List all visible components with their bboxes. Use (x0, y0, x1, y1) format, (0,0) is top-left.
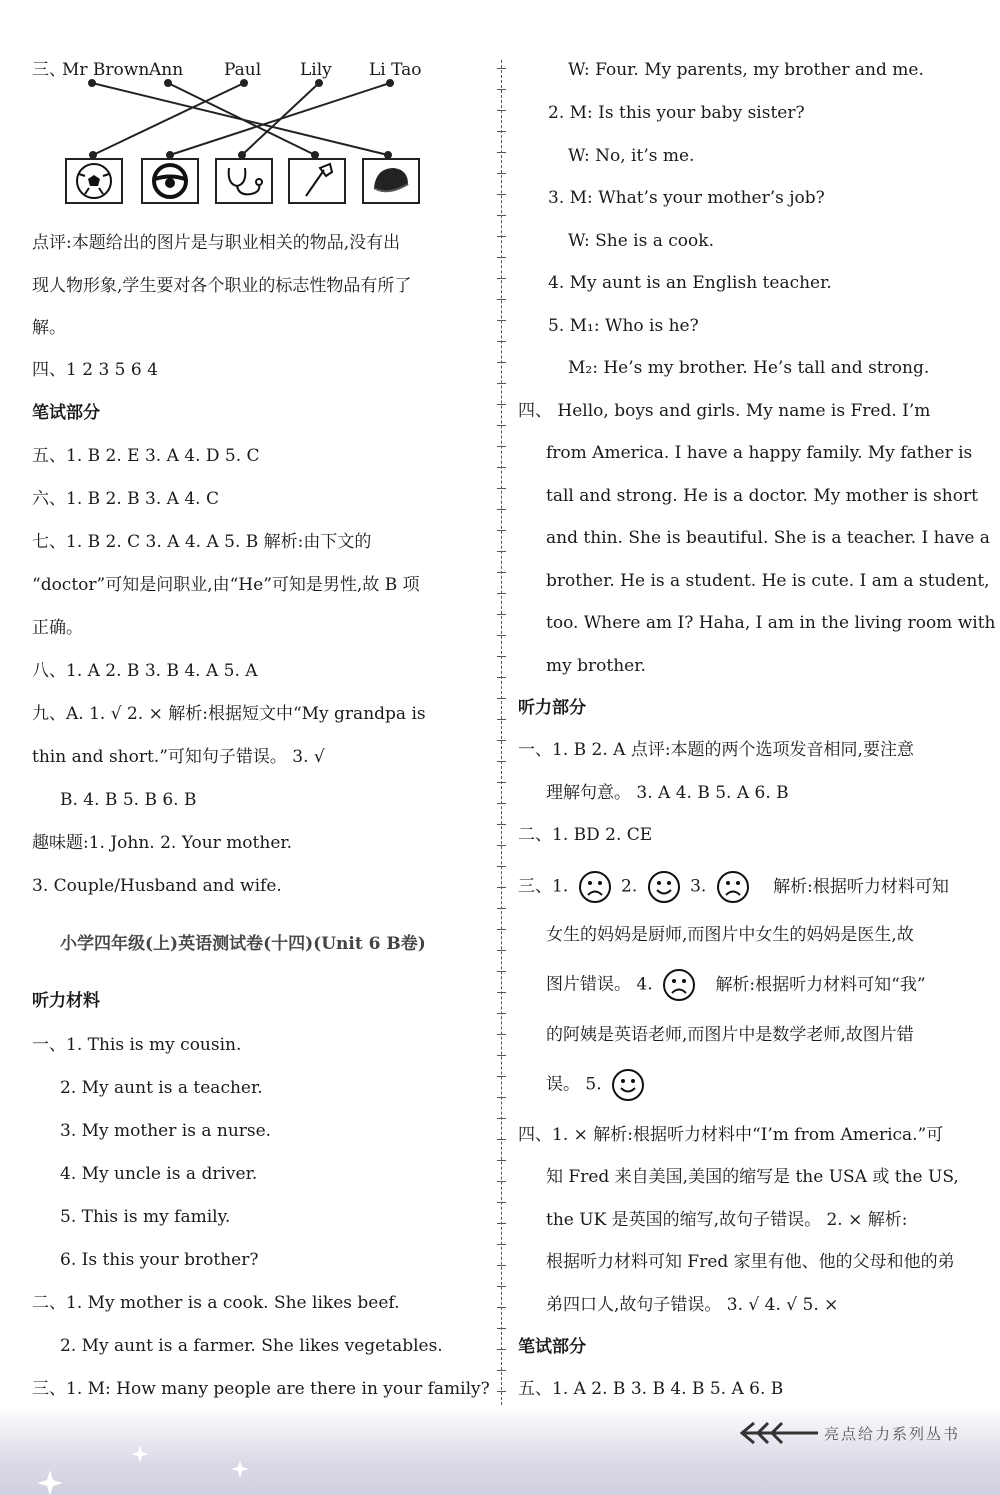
divider-tick (497, 278, 506, 279)
divider-tick (497, 194, 506, 195)
part3-line-1: 三、1. M: How many people are there in your family? (32, 1379, 490, 1399)
divider-tick (497, 152, 506, 153)
divider-tick (497, 68, 506, 69)
l3-line-4: 的阿姨是英语老师,而图片中是数学老师,故图片错 (546, 1025, 914, 1045)
divider-tick (497, 551, 506, 552)
part1-line-1: 一、1. This is my cousin. (32, 1035, 242, 1055)
divider-tick (497, 740, 506, 741)
sad-face-icon (716, 870, 750, 904)
divider-tick (497, 1370, 506, 1371)
l3-analysis-2: 解析:根据听力材料可知“我” (715, 974, 926, 995)
cap-icon (362, 158, 420, 204)
divider-tick (497, 887, 506, 888)
l3-line-1 (518, 870, 949, 904)
divider-tick (497, 1307, 506, 1308)
part1-line-3: 3. My mother is a nurse. (60, 1121, 272, 1141)
divider-tick (497, 656, 506, 657)
sec8-answers: 八、1. A 2. B 3. B 4. A 5. A (32, 661, 258, 681)
steering-wheel-icon (141, 158, 199, 204)
written-part-heading: 笔试部分 (32, 403, 100, 423)
divider-tick (497, 908, 506, 909)
dialog-line-4: 3. M: What’s your mother’s job? (548, 188, 825, 208)
divider-tick (497, 572, 506, 573)
sec5-answers: 五、1. B 2. E 3. A 4. D 5. C (32, 446, 260, 466)
fun-line-1: 趣味题:1. John. 2. Your mother. (32, 833, 293, 853)
divider-tick (497, 320, 506, 321)
passage-line-6: too. Where am I? Haha, I am in the living room with (546, 613, 996, 633)
divider-tick (497, 1160, 506, 1161)
l3-item-1-label: 三、1. (518, 876, 569, 897)
dialog-line-6: 4. My aunt is an English teacher. (548, 273, 832, 293)
comment-line-1: 点评:本题给出的图片是与职业相关的物品,没有出 (32, 233, 401, 253)
divider-tick (497, 1118, 506, 1119)
divider-tick (497, 1034, 506, 1035)
fun-line-2: 3. Couple/Husband and wife. (32, 876, 282, 896)
name-paul: Paul (224, 60, 262, 80)
l1-line-1: 一、1. B 2. A 点评:本题的两个选项发音相同,要注意 (518, 740, 914, 760)
shovel-icon (288, 158, 346, 204)
divider-tick (497, 1328, 506, 1329)
divider-tick (497, 530, 506, 531)
divider-tick (497, 446, 506, 447)
divider-tick (497, 866, 506, 867)
divider-tick (497, 383, 506, 384)
part2-line-2: 2. My aunt is a farmer. She likes vegetables. (60, 1336, 443, 1356)
name-lily: Lily (300, 60, 332, 80)
l3-analysis-1: 解析:根据听力材料可知 (773, 876, 949, 897)
l3-item-3-label: 3. (690, 876, 707, 897)
divider-tick (497, 1349, 506, 1350)
passage-line-4: and thin. She is beautiful. She is a teacher. I have a (546, 528, 990, 548)
divider-tick (497, 299, 506, 300)
part1-line-5: 5. This is my family. (60, 1207, 231, 1227)
name-li-tao: Li Tao (369, 60, 422, 80)
l5-answers: 五、1. A 2. B 3. B 4. B 5. A 6. B (518, 1379, 784, 1399)
divider-tick (497, 215, 506, 216)
sec7-line-3: 正确。 (32, 618, 83, 638)
l4-line-3: the UK 是英国的缩写,故句子错误。 2. × 解析: (546, 1210, 908, 1230)
l2-answers: 二、1. BD 2. CE (518, 825, 653, 845)
divider-tick (497, 992, 506, 993)
dialog-line-7: 5. M₁: Who is he? (548, 316, 699, 336)
sec9-line-2: thin and short.”可知句子错误。 3. √ (32, 747, 325, 767)
divider-tick (497, 1139, 506, 1140)
divider-tick (497, 509, 506, 510)
divider-tick (497, 1265, 506, 1266)
dialog-line-2: 2. M: Is this your baby sister? (548, 103, 805, 123)
divider-tick (497, 467, 506, 468)
divider-tick (497, 950, 506, 951)
divider-tick (497, 236, 506, 237)
passage-line-2: from America. I have a happy family. My father is (546, 443, 973, 463)
sec6-answers: 六、1. B 2. B 3. A 4. C (32, 489, 219, 509)
l4-line-1: 四、1. × 解析:根据听力材料中“I’m from America.”可 (518, 1125, 944, 1145)
part1-line-6: 6. Is this your brother? (60, 1250, 259, 1270)
happy-face-icon (611, 1068, 645, 1102)
divider-tick (497, 404, 506, 405)
divider-tick (497, 677, 506, 678)
divider-tick (497, 824, 506, 825)
stethoscope-icon (215, 158, 273, 204)
divider-tick (497, 1097, 506, 1098)
divider-tick (497, 803, 506, 804)
divider-tick (497, 614, 506, 615)
column-divider (501, 60, 502, 1405)
divider-tick (497, 110, 506, 111)
divider-tick (497, 971, 506, 972)
l3-item-5-label: 误。 5. (546, 1074, 602, 1095)
divider-tick (497, 1013, 506, 1014)
name-mr-brown: Mr Brown (62, 60, 150, 80)
divider-tick (497, 1286, 506, 1287)
l3-line-3 (546, 968, 926, 1002)
divider-tick (497, 761, 506, 762)
divider-tick (497, 488, 506, 489)
sad-face-icon (662, 968, 696, 1002)
divider-tick (497, 425, 506, 426)
divider-tick (497, 698, 506, 699)
divider-tick (497, 1244, 506, 1245)
divider-tick (497, 1076, 506, 1077)
divider-tick (497, 845, 506, 846)
divider-tick (497, 173, 506, 174)
passage-line-7: my brother. (546, 656, 646, 676)
l3-line-2: 女生的妈妈是厨师,而图片中女生的妈妈是医生,故 (546, 925, 914, 945)
sec7-line-2: “doctor”可知是问职业,由“He”可知是男性,故 B 项 (32, 575, 420, 595)
written-part-heading-right: 笔试部分 (518, 1337, 586, 1357)
passage-line-3: tall and strong. He is a doctor. My mother is short (546, 486, 978, 506)
divider-tick (497, 131, 506, 132)
sad-face-icon (578, 870, 612, 904)
sparkle-decoration (30, 1440, 290, 1495)
arrow-decoration-icon (740, 1418, 820, 1448)
part2-line-1: 二、1. My mother is a cook. She likes beef. (32, 1293, 400, 1313)
sec9-line-3: B. 4. B 5. B 6. B (60, 790, 197, 810)
football-icon (65, 158, 123, 204)
l3-item-4-label: 图片错误。 4. (546, 974, 653, 995)
divider-tick (497, 362, 506, 363)
l4-line-5: 弟四口人,故句子错误。 3. √ 4. √ 5. × (546, 1295, 839, 1315)
dialog-line-3: W: No, it’s me. (568, 146, 695, 166)
part1-line-4: 4. My uncle is a driver. (60, 1164, 258, 1184)
divider-tick (497, 1223, 506, 1224)
passage-line-1: 四、 Hello, boys and girls. My name is Fred. I’m (518, 401, 931, 421)
l3-item-2-label: 2. (621, 876, 638, 897)
happy-face-icon (647, 870, 681, 904)
passage-line-5: brother. He is a student. He is cute. I am a student, (546, 571, 990, 591)
l3-line-5 (546, 1068, 649, 1102)
test-title: 小学四年级(上)英语测试卷(十四)(Unit 6 B卷) (60, 934, 426, 954)
sec9-line-1: 九、A. 1. √ 2. × 解析:根据短文中“My grandpa is (32, 704, 426, 724)
part1-line-2: 2. My aunt is a teacher. (60, 1078, 263, 1098)
divider-tick (497, 1055, 506, 1056)
l4-line-2: 知 Fred 来自美国,美国的缩写是 the USA 或 the US, (546, 1167, 959, 1187)
divider-tick (497, 1181, 506, 1182)
dialog-line-1: W: Four. My parents, my brother and me. (568, 60, 924, 80)
sec7-line-1: 七、1. B 2. C 3. A 4. A 5. B 解析:由下文的 (32, 532, 372, 552)
sec3-label: 三、 (32, 60, 66, 80)
comment-line-3: 解。 (32, 318, 66, 338)
divider-tick (497, 635, 506, 636)
listening-part-heading: 听力部分 (518, 698, 586, 718)
listening-material-heading: 听力材料 (32, 991, 100, 1011)
divider-tick (497, 719, 506, 720)
comment-line-2: 现人物形象,学生要对各个职业的标志性物品有所了 (32, 276, 412, 296)
divider-tick (497, 89, 506, 90)
divider-tick (497, 593, 506, 594)
divider-tick (497, 929, 506, 930)
divider-tick (497, 257, 506, 258)
l1-line-2: 理解句意。 3. A 4. B 5. A 6. B (546, 783, 789, 803)
name-ann: Ann (149, 60, 184, 80)
dialog-line-8: M₂: He’s my brother. He’s tall and strong. (568, 358, 930, 378)
divider-tick (497, 341, 506, 342)
footer-series-name: 亮点给力系列丛书 (823, 1425, 960, 1443)
divider-tick (497, 782, 506, 783)
divider-tick (497, 1391, 506, 1392)
divider-tick (497, 1202, 506, 1203)
dialog-line-5: W: She is a cook. (568, 231, 714, 251)
sec4-answers: 四、1 2 3 5 6 4 (32, 360, 158, 380)
l4-line-4: 根据听力材料可知 Fred 家里有他、他的父母和他的弟 (546, 1252, 955, 1272)
